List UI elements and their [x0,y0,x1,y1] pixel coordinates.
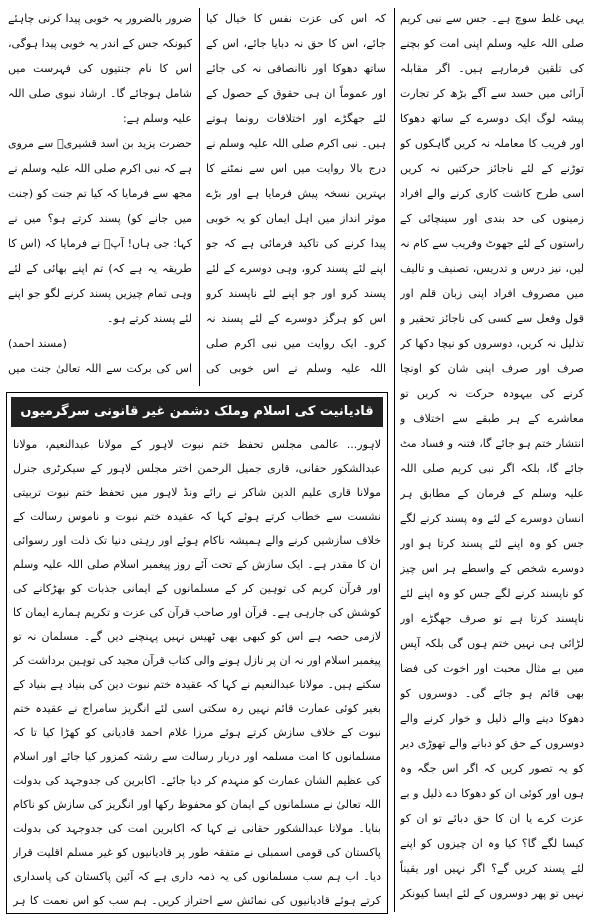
column-middle-text: کہ اس کی عزت نفس کا خیال کیا جائے، اس کا حق نہ دبایا جائے، اس کے ساتھ دھوکا اور ناانصافی نہ کی جائے اور عموماً ان ہی حقوق کے حصول کے لئے جھگڑے اور اختلافات رونما ہوتے ہیں۔ نبی اکرم صلی اللہ علیہ وسلم نے درج بالا روایت میں اس سے نمٹنے کا بہترین نسخہ پیش فرمایا ہے اور بڑے موثر انداز میں اہل ایمان کو یہ خوبی پیدا کرنے کی تاکید فرمائی ہے کہ جو اپنے لئے پسند کرو، وہی دوسرے کے لئے پسند کرو اور جو اپنے لئے ناپسند کرو اس کو ہرگز دوسرے کے لئے پسند نہ کرو۔ ایک روایت میں نبی اکرم صلی اللہ علیہ وسلم نے اس خوبی کی [206,12,386,375]
article-column-right [400,6,584,912]
article-column-middle [206,6,386,386]
quote-text: حضرت یزید بن اسد قشیریؓ سے مروی ہے کہ نبی اکرم صلی اللہ علیہ وسلم نے مجھ سے فرمایا کہ کیا تم جنت کو (جنت میں جانے کو) پسند کرتے ہو؟ میں نے کہا: جی ہاں! آپؐ نے فرمایا کہ (اس کا طریقہ یہ ہے کہ) تم اپنے بھائی کے لئے وہی تمام چیزیں پسند کرنے لگو جو اپنے لئے پسند کرتے ہو۔ [8,137,192,325]
column-right-text: یہی غلط سوچ ہے۔ جس سے نبی کریم صلی اللہ علیہ وسلم اپنی امت کو بچنے کی تلقین فرمارہے ہیں۔ اگر مقابلہ آرائی میں حسد سے آگے بڑھ کر تجارت پیشہ لوگ ایک دوسرے کے ساتھ دھوکا اور فریب کا معاملہ نہ کریں گاہکوں کو توڑنے کے لئے ناجائز حرکتیں نہ کریں اسی طرح کاشت کاری کرنے والے افراد زمینوں کی حد بندی اور سینچائی کے راستوں کے لئے جھوٹ وفریب سے کام نہ لیں، نیز درس و تدریس، تصنیف و تالیف میں مصروف افراد اپنی زبان قلم اور قول وفعل سے کسی کی ناجائز تحقیر و تذلیل نہ کریں، دوسروں کو نیچا دکھا کر صرف اور صرف اپنی شان کو اونچا کرنے کی بیہودہ حرکت نہ کریں تو معاشرے کے ہر طبقے سے اختلاف و انتشار ختم ہو جائے گا، فتنہ و فساد مٹ جائے گا، بلکہ اگر نبی کریم صلی اللہ علیہ وسلم کے فرمان کے مطابق ہر انسان دوسرے کے لئے وہ پسند کرنے لگے جس کو وہ اپنے لئے پسند کرتا ہو اور دوسرے شخص کے واسطے ہر اس چیز کو ناپسند کرنے لگے جس کو وہ اپنے لئے ناپسند کرتا ہے تو صرف جھگڑے اور لڑائی ہی نہیں ختم ہوں گی بلکہ آپس میں بے مثال محبت اور اخوت کی فضا بھی قائم ہو جائے گی۔ دوسروں کو دھوکا دینے والے ذلیل و خوار کرنے والے دوسروں کے حق کو دبانے والے تھوڑی دیر کو یہ تصور کریں کہ اگر اس جگہ وہ ہوں اور کوئی ان کو دھوکا دے ذلیل و بے عزت کرے یا ان کا حق دبائے تو ان کو کیسا لگے گا؟ کیا وہ ان چیزوں کو اپنے لئے پسند کریں گے؟ اگر نہیں اور یقیناً نہیں تو پھر دوسروں کے لئے ایسا کیونکر [400,12,584,900]
column-divider-1 [394,8,395,912]
column-left-intro: ضرور بالضرور یہ خوبی پیدا کرنی چاہئے کیونکہ جس کے اندر یہ خوبی پیدا ہوگی، اس کا نام جنتیوں کی فہرست میں شامل ہوجائے گا۔ ارشاد نبوی صلی اللہ علیہ وسلم ہے: [8,12,192,125]
news-headline: قادیانیت کی اسلام وملک دشمن غیر قانونی سرگرمیوں [11,397,383,427]
column-left-closing: اس کی برکت سے اللہ تعالیٰ جنت میں [8,362,192,375]
article-column-left [8,6,192,386]
column-divider-2 [199,8,200,386]
hadith-quote [8,131,192,356]
news-box [6,392,388,914]
quote-source: (مسند احمد) [8,337,67,350]
news-body: لاہور... عالمی مجلس تحفظ ختم نبوت لاہور کے مولانا عبدالنعیم، مولانا عبدالشکور حقانی، قاری جمیل الرحمن اختر مجلس لاہور کے سیکرٹری جنرل مولانا قاری علیم الدین شاکر نے رائے ونڈ لاہور میں تحفظ ختم نبوت تربیتی نشست سے خطاب کرتے ہوئے کہا کہ عقیدہ ختم نبوت و ناموس رسالت کے خلاف سازشیں کرنے والے ہمیشہ ناکام ہوئے اور رہتی دنیا تک ذلت اور رسوائی ان کا مقدر ہے۔ ایک سازش کے تحت آئے روز پیغمبر اسلام صلی اللہ علیہ وسلم اور قرآن کریم کی توہین کر کے مسلمانوں کے ایمانی جذبات کو بھڑکانے کی کوشش کی جارہی ہے۔ قرآن اور صاحب قرآن کی عزت و تکریم ہمارے ایمان کا لازمی حصہ ہے اس کو کبھی بھی ٹھیس نہیں پہنچنے دیں گے۔ مسلمان نہ تو پیغمبر اسلام اور نہ ان پر نازل ہونے والی کتاب قرآن مجید کی توہین برداشت کر سکتے ہیں۔ مولانا عبدالنعیم نے کہا کہ عقیدہ ختم نبوت دین کی بنیاد ہے بنیاد کے بغیر کوئی عمارت قائم نہیں رہ سکتی اسی لئے انگریز سامراج نے عقیدہ ختم نبوت کے خلاف سازش کرتے ہوئے مرزا غلام احمد قادیانی کو کھڑا کیا تا کہ مسلمانوں کا امت مسلمہ اور دربار رسالت سے رشتہ کمزور کیا جائے اور اسلام کی عظیم الشان عمارت کو منہدم کر دیا جائے۔ اکابرین کی جدوجہد کی بدولت اللہ تعالیٰ نے مسلمانوں کے ایمان کو محفوظ رکھا اور انگریز کی سازش کو ناکام بنایا۔ مولانا عبدالشکور حقانی نے کہا کہ اکابرین امت کی جدوجہد کی بدولت پاکستان کی قومی اسمبلی نے متفقہ طور پر قادیانیوں کو غیر مسلم اقلیت قرار دیا۔ اب ہم سب مسلمانوں کی یہ ذمہ داری ہے کہ آئین پاکستان کی پاسداری کرتے ہوئے قادیانیوں کی نمائش سے احتراز کریں۔ ہم سب کو اس نعمت کا ہر [13,438,381,907]
